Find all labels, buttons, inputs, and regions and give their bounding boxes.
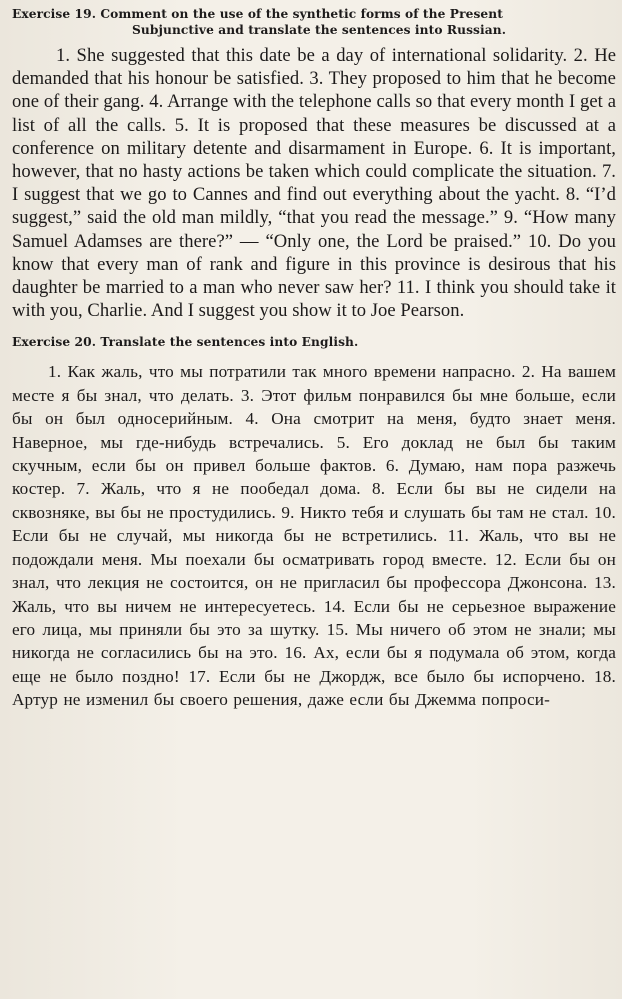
exercise-19-title: Exercise 19. Comment on the use of the synthetic forms of the Present: [12, 7, 503, 21]
exercise-20-title: Exercise 20. Translate the sentences into English.: [12, 335, 359, 350]
exercise-19-title-continued: Subjunctive and translate the sentences into Russian.: [132, 23, 507, 37]
exercise-19-text: 1. She suggested that this date be a day of international solidarity. 2. He demanded that his honour be satisfied. 3. They proposed to him that he become one of their gang. 4. Arrange with the telephone calls so that every month I get a list of all the calls. 5. It is proposed that these measures be discussed at a conference on military detente and disarmament in Europe. 6. It is important, however, that no hasty actions be taken which could complicate the situation. 7. I suggest that we go to Cannes and find out everything about the yacht. 8. “I’d suggest,” said the old man mildly, “that you read the message.” 9. “How many Samuel Adamses are there?” — “Only one, the Lord be praised.” 10. Do you know that every man of rank and figure in this province is desirous that his daughter be married to a man who never saw her? 11. I think you should take it with you, Charlie. And I suggest you show it to Joe Pearson.: [12, 45, 616, 322]
exercise-20-heading: [12, 334, 616, 350]
exercise-20-text: 1. Как жаль, что мы потратили так много времени напрасно. 2. На вашем месте я бы знал, что делать. 3. Этот фильм понравился бы мне больше, если бы он был односерийным. 4. Она смотрит на меня, будто знает меня. Наверное, мы где-нибудь встречались. 5. Его доклад не был бы таким скучным, если бы он привел больше фактов. 6. Думаю, нам пора разжечь костер. 7. Жаль, что я не пообедал дома. 8. Если бы вы не сидели на сквозняке, вы бы не простудились. 9. Никто тебя и слушать бы там не стал. 10. Если бы не случай, мы никогда бы не встретились. 11. Жаль, что вы не подождали меня. Мы поехали бы осматривать город вместе. 12. Если бы он знал, что лекция не состоится, он не пригласил бы профессора Джонсона. 13. Жаль, что вы ничем не интересуетесь. 14. Если бы не серьезное выражение его лица, мы приняли бы это за шутку. 15. Мы ничего об этом не знали; мы никогда не согласились бы на это. 16. Ах, если бы я подумала об этом, когда еще не было поздно! 17. Если бы не Джордж, все было бы испорчено. 18. Артур не изменил бы своего решения, даже если бы Джемма попроси-: [12, 362, 616, 710]
section-gap: [12, 322, 616, 326]
exercise-19-heading: [12, 6, 616, 38]
